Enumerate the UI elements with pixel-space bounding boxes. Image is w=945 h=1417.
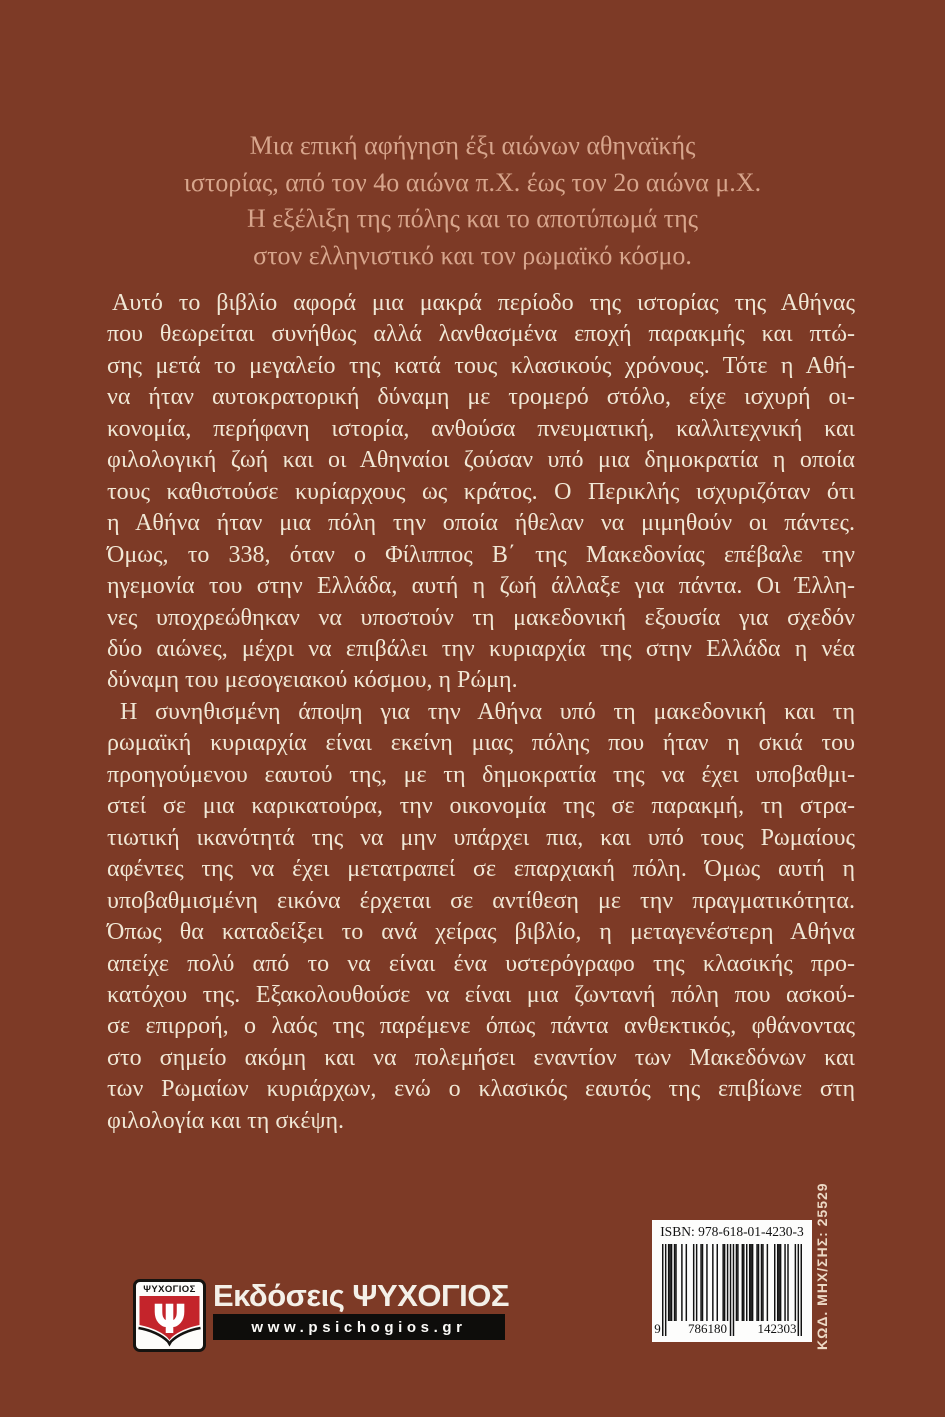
text-line: η Αθήνα ήταν μια πόλη την οποία ήθελαν να μιμηθούν οι πάντες.: [107, 510, 855, 537]
text-line: να ήταν αυτοκρατορική δύναμη με τρομερό στόλο, είχε ισχυρή οι-: [107, 384, 855, 411]
barcode-digits-right-group: 142303: [757, 1321, 797, 1336]
publisher-website-bar: [213, 1314, 505, 1340]
text-line: κατόχου της. Εξακολουθούσε να είναι μια ζωντανή πόλη που ασκού-: [107, 981, 855, 1008]
text-line: στον ελληνιστικό και τον ρωμαϊκό κόσμο.: [253, 240, 692, 270]
text-line: Η εξέλιξη της πόλης και το αποτύπωμά της: [246, 204, 699, 234]
text-line: ηγεμονία του στην Ελλάδα, αυτή η ζωή άλλαξε για πάντα. Οι Έλλη-: [107, 573, 855, 600]
text-line: στο σημείο ακόμη και να πολεμήσει εναντίον των Μακεδόνων και: [107, 1044, 855, 1071]
text-line: νες υποχρεώθηκαν να υποστούν τη μακεδονική εξουσία για σχεδόν: [107, 604, 855, 631]
epigraph: [112, 128, 833, 274]
psi-book-icon: [137, 1295, 202, 1347]
isbn-label: ISBN: 978-618-01-4230-3: [660, 1224, 804, 1239]
publisher-name: Εκδόσεις ΨΥΧΟΓΙΟΣ: [213, 1278, 509, 1313]
text-line: τιωτική ικανότητά της να μην υπάρχει πια, και υπό τους Ρωμαίους: [107, 824, 855, 851]
barcode-digits-left-group: 786180: [688, 1321, 727, 1336]
synopsis-paragraph-2: [107, 697, 855, 1137]
text-line: υποβαθμισμένη εικόνα έρχεται σε αντίθεση με την πραγματικότητα.: [107, 887, 855, 914]
text-line: σε επιρροή, ο λαός της παρέμενε όπως πάντα ανθεκτικός, φθάνοντας: [107, 1013, 855, 1040]
text-line: δύναμη του μεσογειακού κόσμου, η Ρώμη.: [107, 667, 518, 694]
text-line: τους καθιστούσε κυρίαρχους ως κράτος. Ο Περικλής ισχυριζόταν ότι: [107, 478, 855, 505]
text-line: Μια επική αφήγηση έξι αιώνων αθηναϊκής: [249, 131, 696, 160]
machine-code-label: ΚΩΔ. ΜΗΧ/ΣΗΣ: 25529: [814, 1182, 830, 1350]
text-line: απείχε πολύ από το να είναι ένα υστερόγραφο της κλασικής προ-: [107, 950, 855, 977]
text-line: Η συνηθισμένη άποψη για την Αθήνα υπό τη μακεδονική και τη: [120, 698, 855, 725]
publisher-website-url: www.psichogios.gr: [251, 1318, 467, 1336]
logo-wordmark: ΨΥΧΟΓΙΟΣ: [143, 1284, 196, 1295]
barcode-panel: [652, 1220, 812, 1342]
synopsis: [107, 288, 855, 1137]
psi-letter: Ψ: [152, 1297, 187, 1343]
text-line: ρωμαϊκή κυριαρχία είναι εκείνη μιας πόλης που ήταν η σκιά του: [107, 730, 855, 757]
text-line: προηγούμενου εαυτού της, με τη δημοκρατία της να έχει υποβαθμι-: [107, 761, 855, 788]
text-line: των Ρωμαίων κυριάρχων, ενώ ο κλασικός εαυτός της επιβίωνε στη: [107, 1076, 855, 1103]
text-line: στεί σε μια καρικατούρα, την οικονομία της σε παρακμή, τη στρα-: [107, 793, 855, 820]
synopsis-paragraph-1: [107, 288, 855, 697]
psichogios-logo: [133, 1279, 206, 1352]
text-line: σης μετά το μεγαλείο της κατά τους κλασικούς χρόνους. Τότε η Αθή-: [107, 352, 855, 379]
text-line: Αυτό το βιβλίο αφορά μια μακρά περίοδο της ιστορίας της Αθήνας: [112, 290, 855, 316]
text-line: φιλολογία και τη σκέψη.: [107, 1107, 345, 1134]
text-line: κονομία, περήφανη ιστορία, ανθούσα πνευματική, καλλιτεχνική και: [107, 415, 855, 442]
text-line: Όμως, το 338, όταν ο Φίλιππος Β΄ της Μακεδονίας επέβαλε την: [107, 541, 855, 568]
barcode-digit-lead: 9: [654, 1321, 661, 1336]
text-line: αφέντες της να έχει μετατραπεί σε επαρχιακή πόλη. Όμως αυτή η: [107, 856, 855, 883]
text-line: που θεωρείται συνήθως αλλά λανθασμένα εποχή παρακμής και πτώ-: [107, 321, 855, 348]
text-line: Όπως θα καταδείξει το ανά χείρας βιβλίο, η μεταγενέστερη Αθήνα: [107, 919, 855, 946]
text-line: δύο αιώνες, μέχρι να επιβάλει την κυριαρχία της στην Ελλάδα η νέα: [107, 635, 855, 662]
text-line: φιλολογική ζωή και οι Αθηναίοι ζούσαν υπό μια δημοκρατία η οποία: [107, 447, 855, 474]
text-line: ιστορίας, από τον 4ο αιώνα π.Χ. έως τον 2ο αιώνα μ.Χ.: [183, 167, 762, 197]
